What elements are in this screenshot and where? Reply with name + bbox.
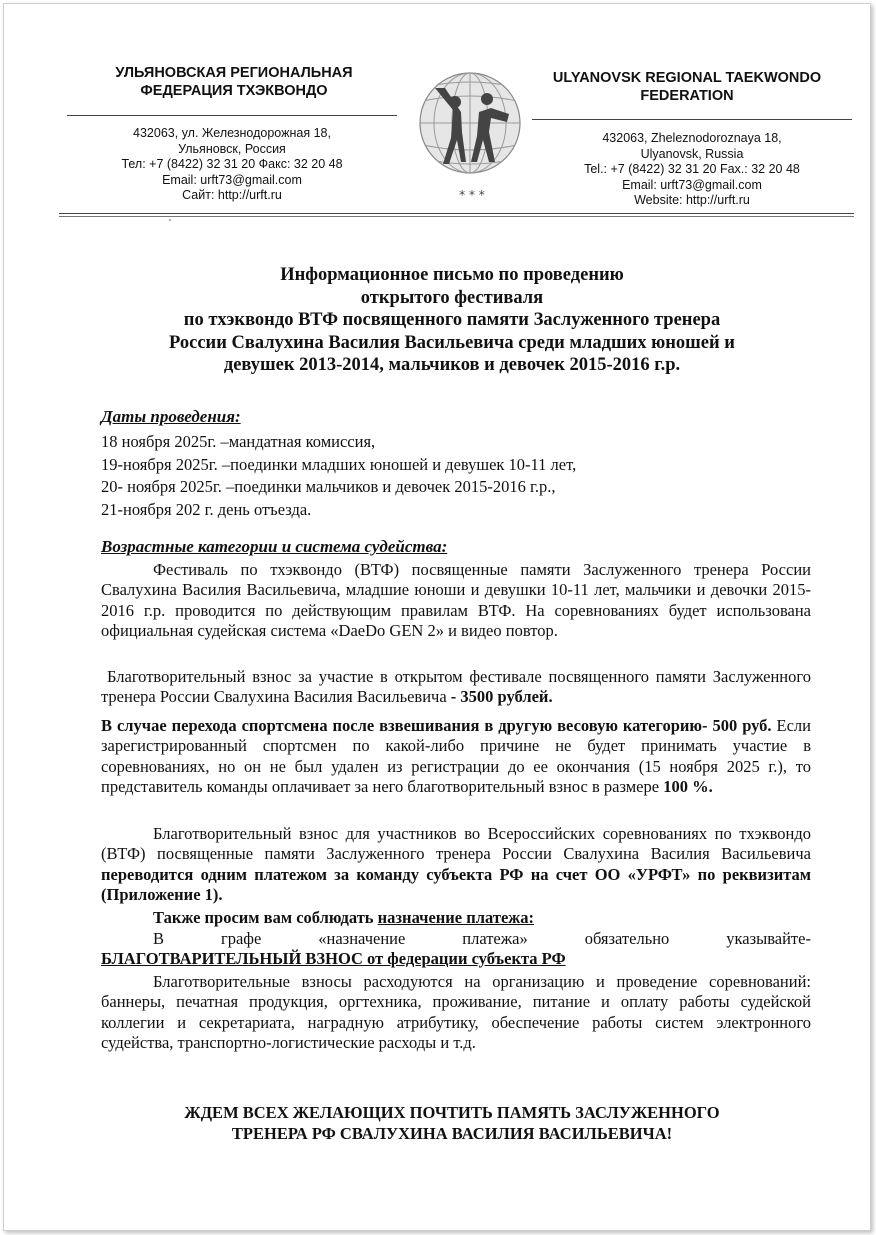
dates-list — [101, 431, 576, 521]
list-item: 20- ноября 2025г. –поединки мальчиков и девочек 2015-2016 г.р., — [101, 477, 556, 496]
paragraph-weight-change — [101, 716, 811, 798]
address-line: Ulyanovsk, Russia — [640, 146, 744, 161]
title-line: России Свалухина Василия Васильевича среди младших юношей и — [169, 332, 735, 353]
header-right-rule — [532, 119, 852, 120]
age-heading: Возрастные категории и система судейства: — [101, 537, 448, 556]
globe-figures-logo-icon — [415, 66, 529, 206]
header-divider — [59, 213, 854, 214]
address-line: Ульяновск, Россия — [178, 141, 286, 156]
address-line: Сайт: http://urft.ru — [182, 188, 282, 202]
payment-text: Благотворительный взнос для участников во Всероссийских соревнованиях по тхэквондо (ВТФ) посвященные памяти Заслуженного тренера России Свалухина Василия Васильевича — [101, 824, 811, 864]
payment-instruction: переводится одним платежом за команду субъекта РФ на счет ОО «УРФТ» по реквизитам (Приложение 1). — [101, 864, 811, 905]
address-line: Website: http://urft.ru — [634, 193, 750, 207]
list-item: 19-ноября 2025г. –поединки младших юношей и девушек 10-11 лет, — [101, 454, 577, 474]
header-left-rule — [67, 115, 397, 116]
word: обязательно — [584, 929, 670, 948]
address-line: Тел: +7 (8422) 32 31 20 Факс: 32 20 48 — [121, 157, 343, 171]
address-line: 432063, ул. Железнодорожная 18, — [133, 126, 331, 140]
dates-heading: Даты проведения: — [101, 407, 241, 426]
header-left-title: УЛЬЯНОВСКАЯ РЕГИОНАЛЬНАЯ ФЕДЕРАЦИЯ ТХЭКВОНДО — [115, 65, 353, 99]
scan-speck — [169, 219, 171, 221]
federation-logo — [415, 66, 529, 206]
header-left-address — [87, 126, 377, 204]
purpose-field-line — [101, 929, 811, 949]
closing-appeal — [84, 1103, 820, 1144]
expenses-text: Благотворительные взносы расходуются на организацию и проведение соревнований: баннеры, печатная продукция, оргтехника, проживание, питание и оплату работы судейской коллегии и секретариата, наградную атрибутику, обеспечение работы систем электронного судейства, транспортно-логистические расходы и т.д. — [101, 972, 811, 1053]
header-right-title: ULYANOVSK REGIONAL TAEKWONDO FEDERATION — [552, 70, 822, 104]
word: «назначение — [318, 929, 406, 948]
word: В — [153, 929, 165, 948]
list-item: 21-ноября 202 г. день отъезда. — [101, 499, 312, 519]
title-line: Информационное письмо по проведению — [280, 265, 624, 285]
paragraph-rules — [101, 560, 811, 642]
title-line: открытого фестиваля — [360, 287, 544, 308]
address-line: Email: urft73@gmail.com — [622, 177, 762, 192]
weight-change-fee: В случае перехода спортсмена после взвешивания в другую весовую категорию- 500 руб. — [101, 716, 772, 735]
document-page — [3, 3, 871, 1231]
paragraph-fee — [101, 667, 811, 708]
full-fee-percent: 100 %. — [663, 777, 713, 797]
logo-stars: * * * — [459, 188, 485, 202]
fee-amount: - 3500 рублей. — [446, 687, 553, 707]
purpose-underlined: назначение платежа: — [377, 908, 534, 927]
header-right-address — [552, 131, 832, 209]
word: платежа» — [462, 929, 528, 948]
fee-text: Благотворительный взнос за участие в открытом фестивале посвященного памяти Заслуженного тренера России Свалухина Василия Васильевича — [101, 667, 811, 707]
paragraph-expenses — [101, 972, 811, 1054]
document-title — [84, 264, 820, 377]
address-line: Tel.: +7 (8422) 32 31 20 Fax.: 32 20 48 — [584, 162, 800, 176]
purpose-value-tail: от федерации субъекта РФ — [362, 949, 566, 969]
purpose-value-main: БЛАГОТВАРИТЕЛЬНЫЙ ВЗНОС — [101, 949, 363, 969]
list-item: 18 ноября 2025г. –мандатная комиссия, — [101, 432, 376, 451]
paragraph-purpose-field — [101, 929, 811, 970]
header-divider-thin — [59, 216, 854, 217]
paragraph-purpose — [101, 908, 811, 928]
paragraph-text: Фестиваль по тхэквондо (ВТФ) посвященные памяти Заслуженного тренера России Свалухина Василия Васильевича, младшие юноши и девушки 10-11 лет, мальчики и девочки 2015-2016 г.р. проводится по действующим правилам ВТФ. На соревнованиях будет использована официальная судейская система «DaeDo GEN 2» и видео повтор. — [101, 560, 811, 641]
address-line: 432063, Zheleznodoroznaya 18, — [602, 131, 782, 145]
word: указывайте- — [726, 929, 811, 948]
title-line: девушек 2013-2014, мальчиков и девочек 2015-2016 г.р. — [223, 355, 681, 376]
paragraph-payment — [101, 824, 811, 906]
address-line: Email: urft73@gmail.com — [162, 172, 302, 187]
title-line: по тхэквондо ВТФ посвященного памяти Заслуженного тренера — [183, 310, 721, 331]
weight-change-text: Если зарегистрированный спортсмен по какой-либо причине не будет принимать участие в соревнованиях, но он не был удален из регистрации до ее окончания (15 ноября 2025 г.), то представитель команды оплачивает за него благотворительный взнос в размере — [101, 716, 811, 797]
word: графе — [220, 929, 262, 948]
closing-line: ТРЕНЕРА РФ СВАЛУХИНА ВАСИЛИЯ ВАСИЛЬЕВИЧА! — [231, 1123, 673, 1143]
purpose-text: Также просим вам соблюдать — [153, 908, 378, 927]
closing-line: ЖДЕМ ВСЕХ ЖЕЛАЮЩИХ ПОЧТИТЬ ПАМЯТЬ ЗАСЛУЖЕННОГО — [184, 1103, 720, 1122]
purpose-value — [101, 949, 811, 969]
